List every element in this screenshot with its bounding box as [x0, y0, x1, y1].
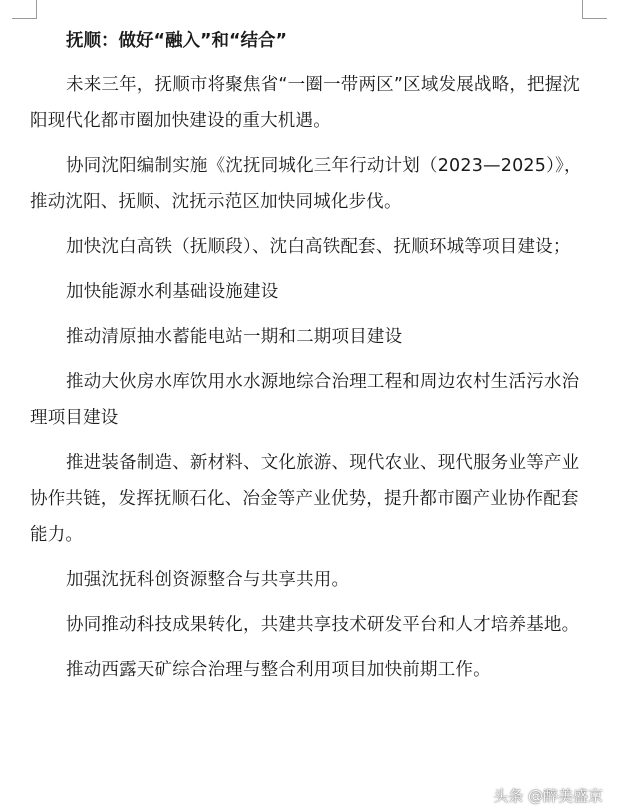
paragraph-9: 协同推动科技成果转化，共建共享技术研发平台和人才培养基地。	[66, 615, 580, 635]
paragraph-10: 推动西露天矿综合治理与整合利用项目加快前期工作。	[66, 660, 491, 680]
paragraph-1: 未来三年，抚顺市将聚焦省“一圈一带两区”区域发展战略，把握沈阳现代化都市圈加快建设的重大机遇。	[30, 75, 581, 131]
paragraph-3: 加快沈白高铁（抚顺段）、沈白高铁配套、抚顺环城等项目建设；	[66, 237, 571, 257]
paragraph-2: 协同沈阳编制实施《沈抚同城化三年行动计划（2023—2025）》，推动沈阳、抚顺、沈抚示范区加快同城化步伐。	[30, 156, 582, 212]
paragraph-6: 推动大伙房水库饮用水水源地综合治理工程和周边农村生活污水治理项目建设	[30, 372, 580, 428]
paragraph-7: 推进装备制造、新材料、文化旅游、现代农业、现代服务业等产业协作共链，发挥抚顺石化、冶金等产业优势，提升都市圈产业协作配套能力。	[30, 453, 580, 545]
paragraph-4: 加快能源水利基础设施建设	[66, 282, 279, 302]
page-corner-mark-right	[582, 0, 607, 19]
source-watermark: 头条 @醉美盛京	[493, 787, 603, 805]
page-corner-mark-left	[12, 0, 37, 19]
paragraph-8: 加强沈抚科创资源整合与共享共用。	[66, 570, 350, 590]
paragraph-5: 推动清原抽水蓄能电站一期和二期项目建设	[66, 327, 403, 347]
document-body	[30, 24, 595, 688]
document-title: 抚顺：做好“融入”和“结合”	[66, 31, 288, 51]
